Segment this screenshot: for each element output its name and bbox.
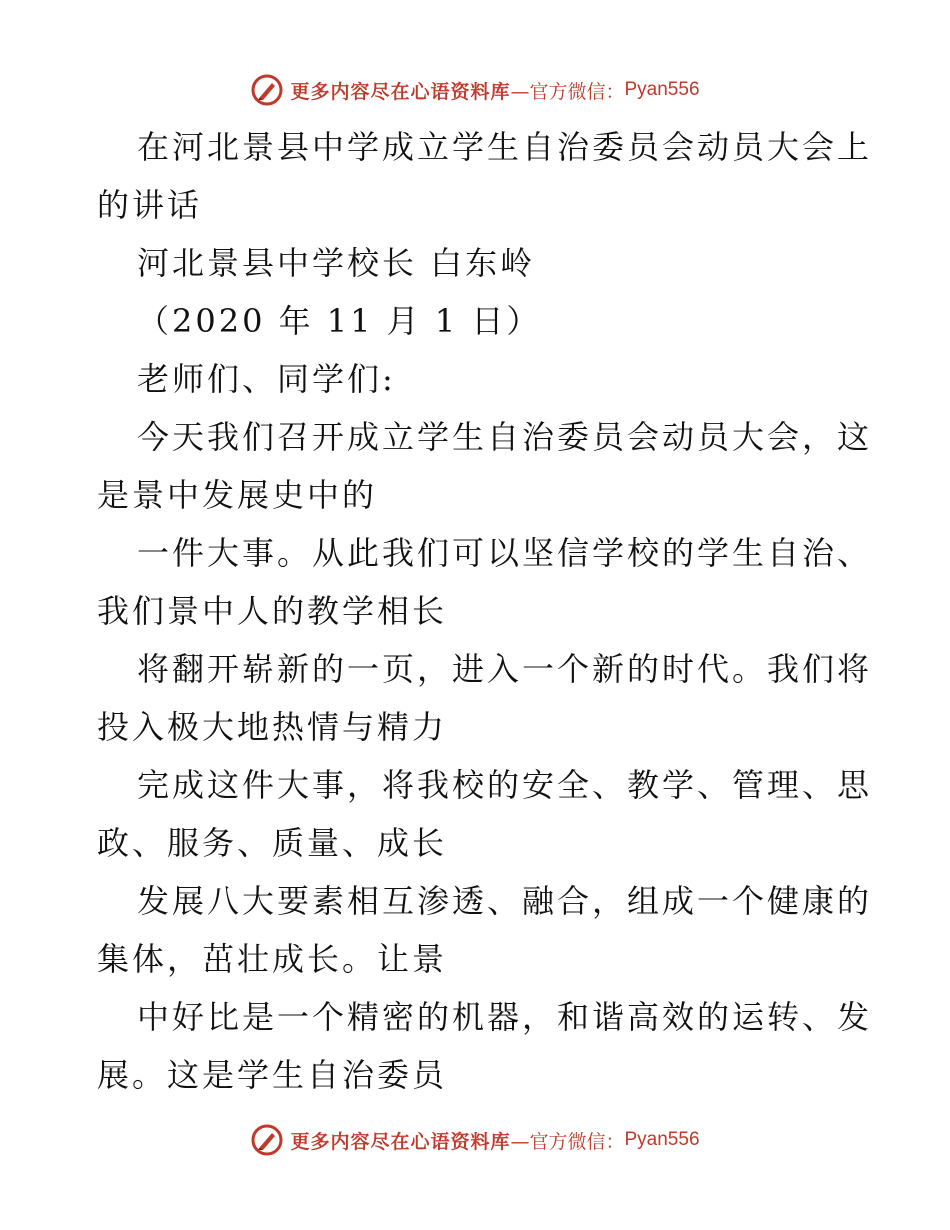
watermark-wechat-id: Pyan556 (624, 1129, 700, 1150)
paragraph-line: 是景中发展史中的 (97, 476, 378, 514)
document-body (97, 118, 873, 1104)
footer-watermark (0, 1120, 950, 1160)
watermark-separator: —官方微信： (510, 80, 625, 103)
paragraph-line: 中好比是一个精密的机器，和谐高效的运转、发 (137, 998, 873, 1036)
watermark-text: 更多内容尽在心语资料库 (290, 1130, 511, 1153)
title-line-2: 的讲话 (97, 186, 203, 224)
pen-nib-logo-icon (250, 1123, 284, 1157)
watermark-wechat-id: Pyan556 (624, 79, 700, 100)
paragraph-line: 集体，茁壮成长。让景 (97, 940, 448, 978)
date-line: （2020 年 11 月 1 日） (137, 302, 542, 340)
watermark-separator: —官方微信： (510, 1130, 625, 1153)
paragraph-line: 政、服务、质量、成长 (97, 824, 448, 862)
title-line-1: 在河北景县中学成立学生自治委员会动员大会上 (137, 128, 873, 166)
paragraph-line: 发展八大要素相互渗透、融合，组成一个健康的 (137, 882, 873, 920)
author-line: 河北景县中学校长 白东岭 (137, 244, 536, 282)
paragraph-line: 投入极大地热情与精力 (97, 708, 448, 746)
paragraph-line: 展。这是学生自治委员 (97, 1056, 448, 1094)
paragraph-line: 完成这件大事，将我校的安全、教学、管理、思 (137, 766, 873, 804)
salutation-line: 老师们、同学们: (137, 360, 396, 398)
paragraph-line: 我们景中人的教学相长 (97, 592, 448, 630)
paragraph-line: 将翻开崭新的一页，进入一个新的时代。我们将 (137, 650, 873, 688)
header-watermark (0, 70, 950, 110)
pen-nib-logo-icon (250, 73, 284, 107)
watermark-text: 更多内容尽在心语资料库 (290, 80, 511, 103)
paragraph-line: 一件大事。从此我们可以坚信学校的学生自治、 (137, 534, 873, 572)
paragraph-line: 今天我们召开成立学生自治委员会动员大会，这 (137, 418, 873, 456)
